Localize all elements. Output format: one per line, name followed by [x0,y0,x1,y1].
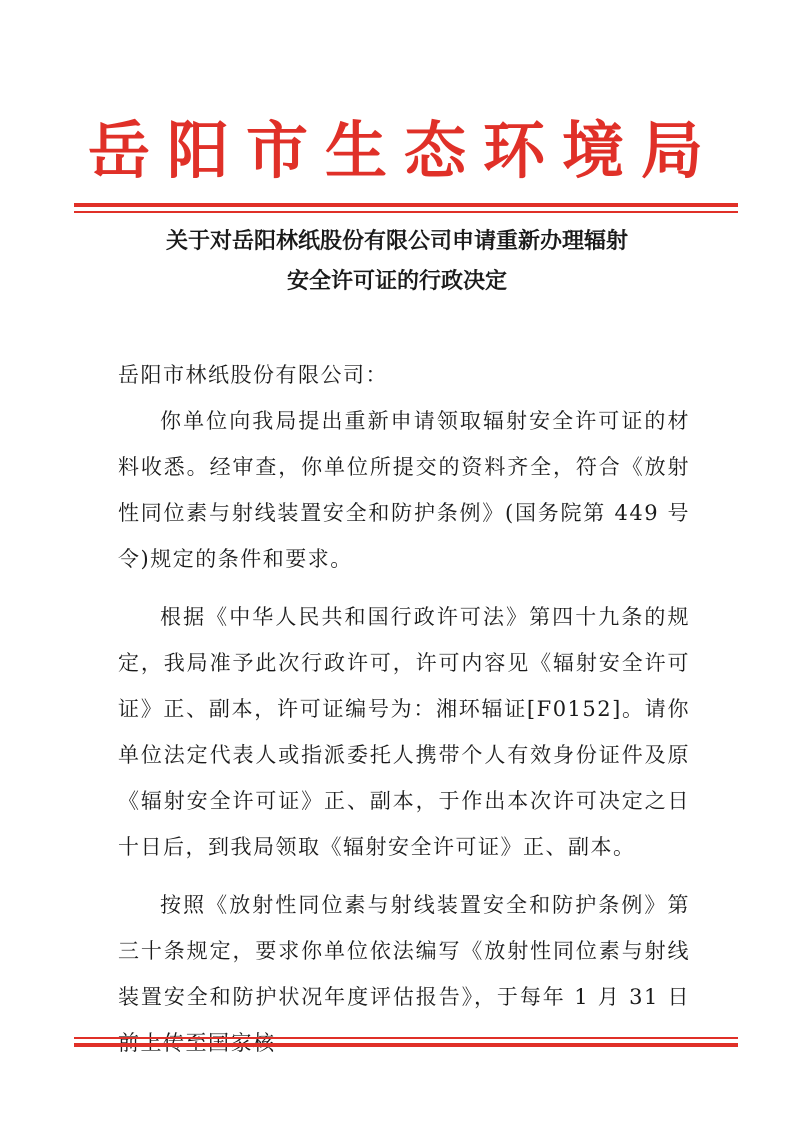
body-paragraph-2: 根据《中华人民共和国行政许可法》第四十九条的规定，我局准予此次行政许可，许可内容见《辐射安全许可证》正、副本，许可证编号为：湘环辐证[F0152]。请你单位法定代表人或指派委托人携带个人有效身份证件及原《辐射安全许可证》正、副本，于作出本次许可决定之日十日后，到我局领取《辐射安全许可证》正、副本。 [118,605,690,859]
document-title-line-2: 安全许可证的行政决定 [286,269,507,294]
agency-masthead: 岳阳市生态环境局 [87,114,720,187]
document-body [118,352,690,1066]
footer-rule-thick [74,1043,738,1047]
header-rule-thick [74,203,738,207]
document-title-line-1: 关于对岳阳林纸股份有限公司申请重新办理辐射 [165,229,628,254]
body-paragraph-1: 你单位向我局提出重新申请领取辐射安全许可证的材料收悉。经审查，你单位所提交的资料齐全，符合《放射性同位素与射线装置安全和防护条例》(国务院第 449 号令)规定的条件和要求。 [118,409,690,571]
salutation: 岳阳市林纸股份有限公司： [118,363,388,387]
body-paragraph-3: 按照《放射性同位素与射线装置安全和防护条例》第三十条规定，要求你单位依法编写《放射性同位素与射线装置安全和防护状况年度评估报告》，于每年 1 月 31 日 [118,893,690,1009]
footer-rule-thin [74,1037,738,1039]
header-rule-thin [74,211,738,213]
